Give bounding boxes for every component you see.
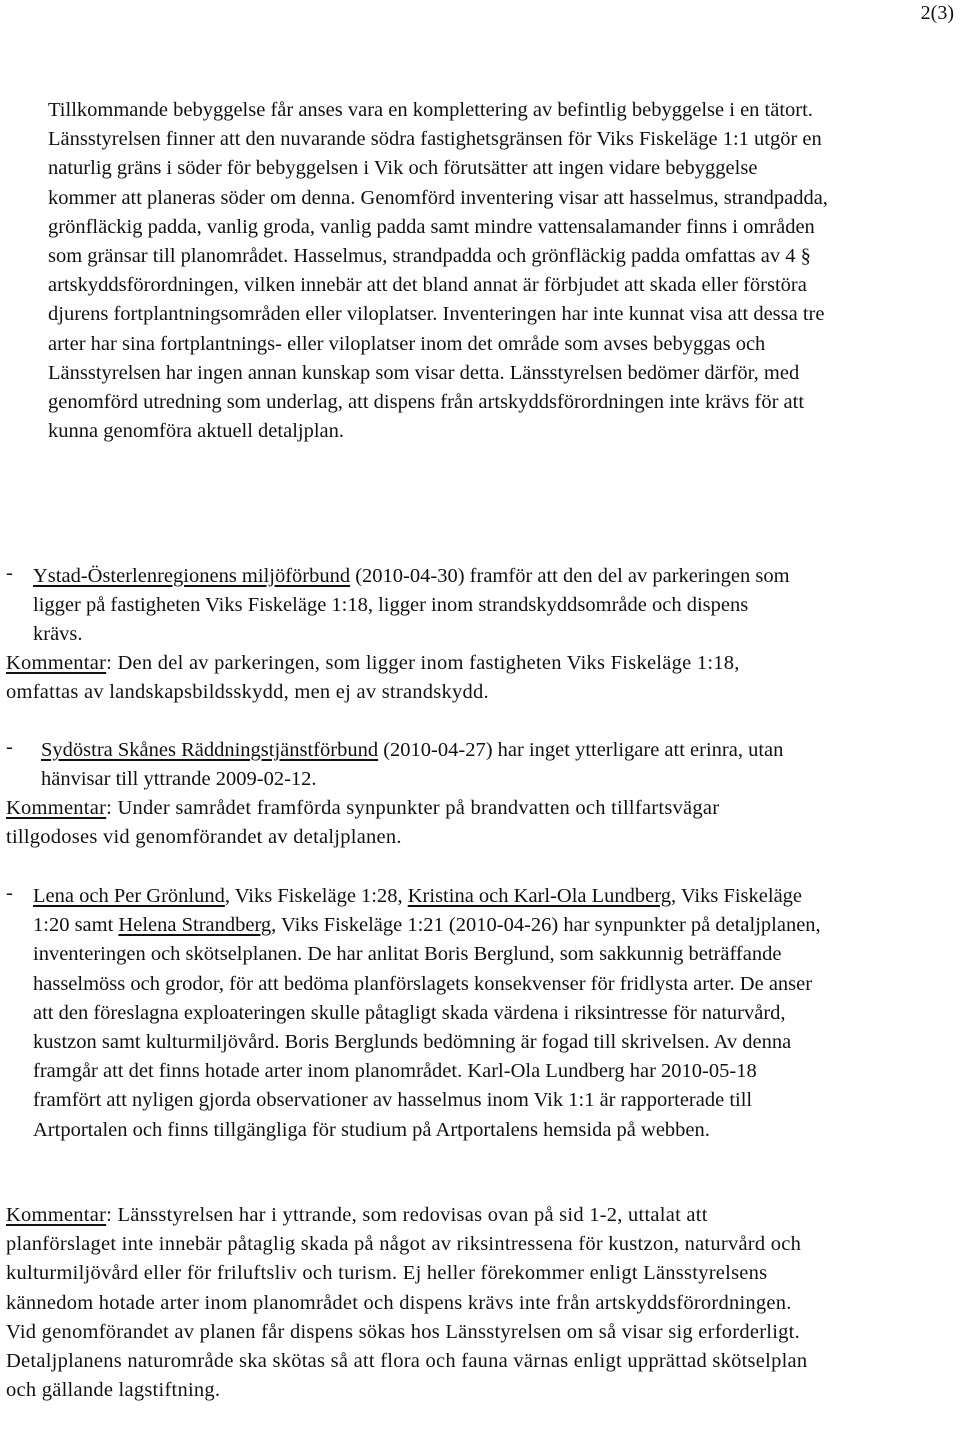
person-name: Lena och Per Grönlund: [33, 885, 225, 907]
intro-paragraph: Tillkommande bebyggelse får anses vara en komplettering av befintlig bebyggelse i en tätort. Länsstyrelsen finner att den nuvarande södra fastighetsgränsen för Viks Fiskeläge 1:1 utgör en naturlig gräns i söder för bebyggelsen i Vik och förutsätter att ingen vidare bebyggelse kommer att planeras söder om denna. Genomförd inventering visar att hasselmus, strandpadda, grönfläckig padda, vanlig groda, vanlig padda samt mindre vattensalamander finns i områden som gränsar till planområdet. Hasselmus, strandpadda och grönfläckig padda omfattas av 4 § artskyddsförordningen, vilken innebär att det bland annat är förbjudet att skada eller förstöra djurens fortplantningsområden eller viloplatser. Inventeringen har inte kunnat visa att dessa tre arter har sina fortplantnings- eller viloplatser inom det område som avses bebyggas och Länsstyrelsen har ingen annan kunskap som visar detta. Länsstyrelsen bedömer därför, med genomförd utredning som underlag, att dispens från artskyddsförordningen inte krävs för att kunna genomföra aktuell detaljplan.: [48, 99, 828, 443]
comment: [6, 794, 726, 852]
list-dash: -: [6, 882, 13, 904]
list-item: [33, 562, 793, 650]
list-item: [33, 882, 823, 1145]
organization-name: Sydöstra Skånes Räddningstjänstförbund: [41, 739, 379, 761]
comment: [6, 649, 816, 707]
comment: [6, 1201, 818, 1405]
item-text: , Viks Fiskeläge 1:28,: [224, 885, 408, 907]
list-dash: -: [6, 562, 13, 584]
list-item: [41, 736, 826, 794]
item-text: (2010-04-30) framför att den del av parkeringen som ligger på fastigheten Viks Fiskeläge 1:18, ligger inom strandskyddsområde och dispens krävs.: [33, 565, 790, 646]
person-name: Kristina och Karl-Ola Lundberg: [407, 885, 671, 907]
item-text: , Viks Fiskeläge 1:20 samt: [33, 885, 803, 937]
list-dash: -: [6, 736, 13, 758]
person-name: Helena Strandberg: [118, 914, 272, 937]
item-text: , Viks Fiskeläge 1:21 (2010-04-26) har synpunkter på detaljplanen, inventeringen och skötselplanen. De har anlitat Boris Berglund, som sakkunnig beträffande hasselmöss och grodor, för att bedöma planförslagets konsekvenser för fridlysta arter. De anser att den föreslagna exploateringen skulle påtagligt skada värdena i riksintresse för naturvård, kustzon samt kulturmiljövård. Boris Berglunds bedömning är fogad till skrivelsen. Av denna framgår att det finns hotade arter inom planområdet. Karl-Ola Lundberg har 2010-05-18 framfört att nyligen gjorda observationer av hasselmus inom Vik 1:1 är rapporterade till Artportalen och finns tillgängliga för studium på Artportalens hemsida på webben.: [33, 914, 821, 1141]
organization-name: Ystad-Österlenregionens miljöförbund: [33, 565, 351, 587]
comment-label: Kommentar: [6, 652, 107, 674]
comment-text: : Den del av parkeringen, som ligger inom fastigheten Viks Fiskeläge 1:18, omfattas av landskapsbildsskydd, men ej av strandskydd.: [6, 652, 740, 704]
comment-text: : Under samrådet framförda synpunkter på brandvatten och tillfartsvägar tillgodoses vid genomförandet av detaljplanen.: [6, 797, 720, 849]
comment-text: : Länsstyrelsen har i yttrande, som redovisas ovan på sid 1-2, uttalat att planförslaget inte innebär påtaglig skada på något av riksintressena för kustzon, naturvård och kulturmiljövård eller för friluftsliv och turism. Ej heller förekommer enligt Länsstyrelsens kännedom hotade arter inom planområdet och dispens krävs inte från artskyddsförordningen. Vid genomförandet av planen får dispens sökas hos Länsstyrelsen om så visar sig erforderligt. Detaljplanens naturområde ska skötas så att flora och fauna värnas enligt upprättad skötselplan och gällande lagstiftning.: [6, 1204, 808, 1402]
item-text: (2010-04-27) har inget ytterligare att erinra, utan hänvisar till yttrande 2009-02-12.: [41, 739, 784, 791]
comment-label: Kommentar: [6, 1204, 107, 1226]
page-number: 2(3): [920, 2, 954, 24]
comment-label: Kommentar: [6, 797, 107, 819]
